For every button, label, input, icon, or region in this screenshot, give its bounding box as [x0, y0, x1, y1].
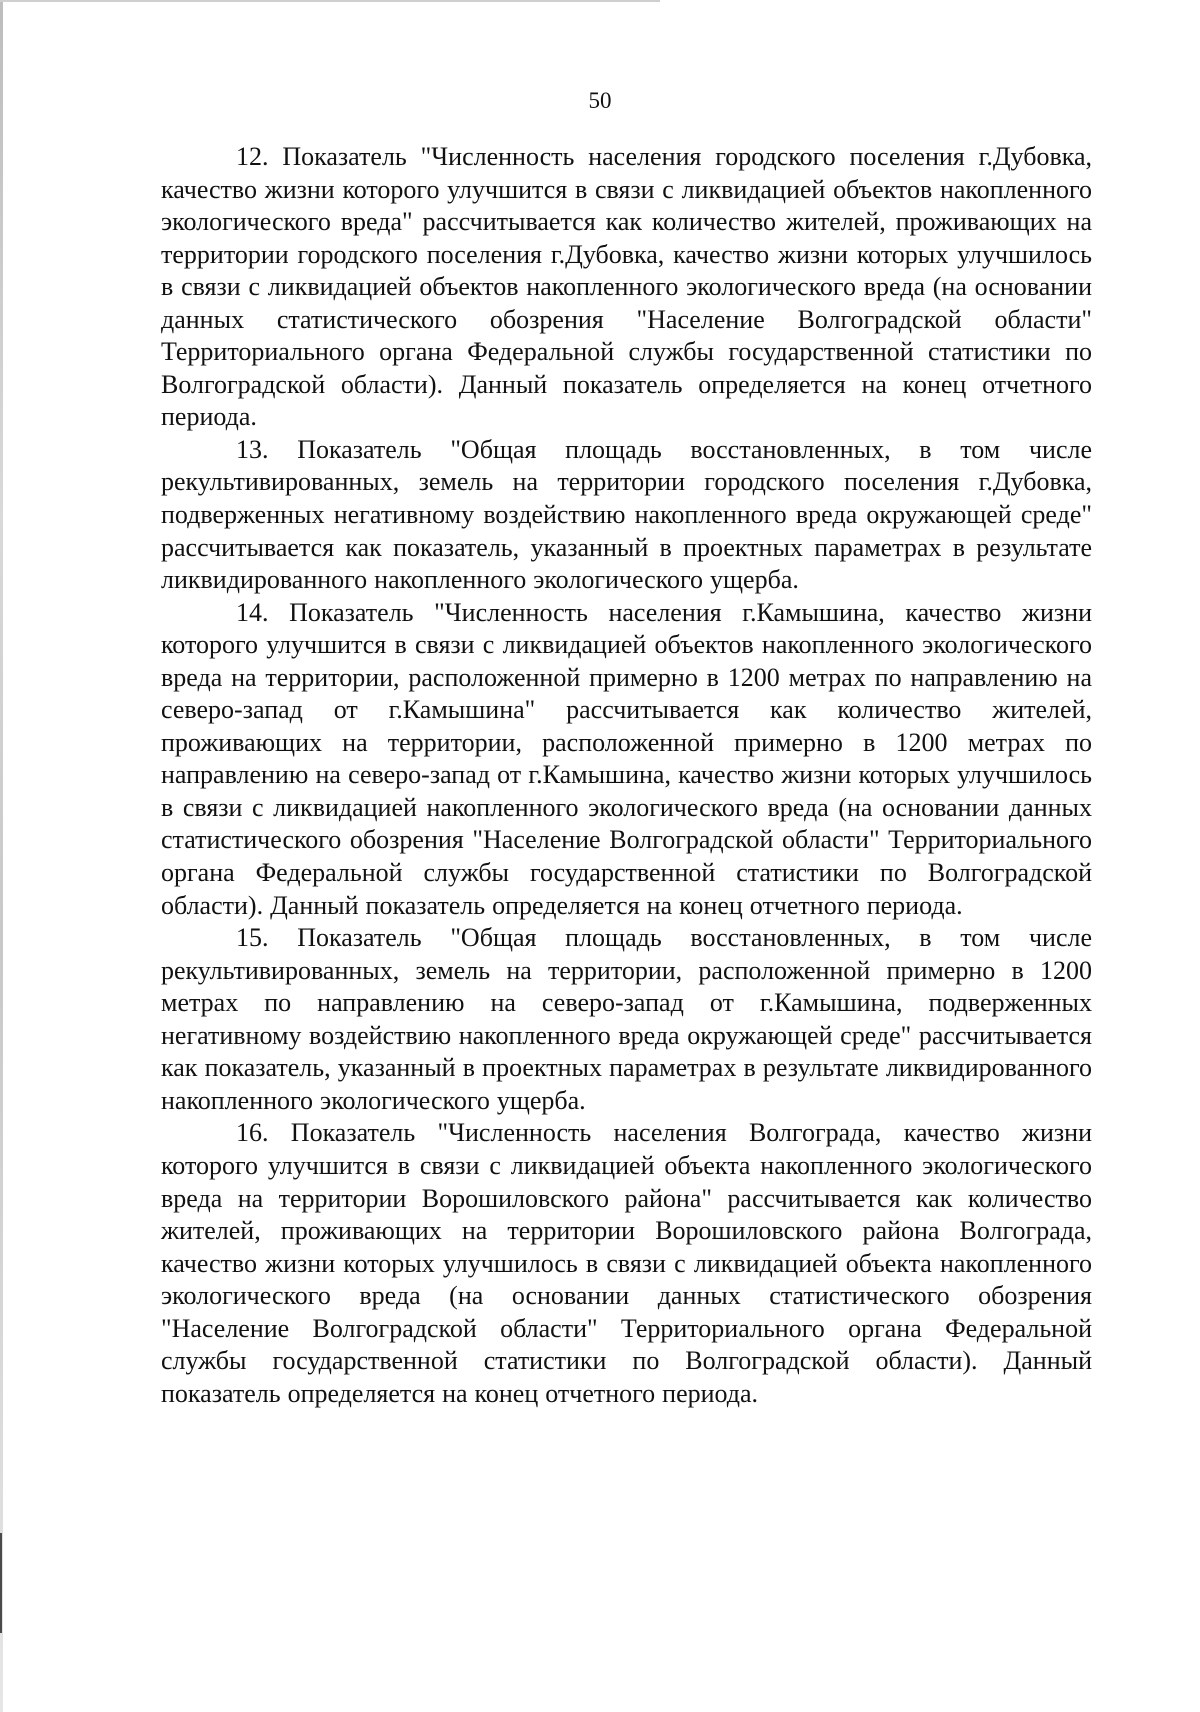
paragraph-15: 15. Показатель "Общая площадь восстановленных, в том числе рекультивированных, земель на территории, расположенной примерно в 1200 метрах по направлению на северо-запад от г.Камышина, подверженных негативному воздействию накопленного вреда окружающей среде" рассчитывается как показатель, указанный в проектных параметрах в результате ликвидированного накопленного экологического ущерба.: [161, 923, 1092, 1115]
paragraph-12: 12. Показатель "Численность населения городского поселения г.Дубовка, качество жизни которого улучшится в связи с ликвидацией объектов накопленного экологического вреда" рассчитывается как количество жителей, проживающих на территории городского поселения г.Дубовка, качество жизни которых улучшилось в связи с ликвидацией объектов накопленного экологического вреда (на основании данных статистического обозрения "Население Волгоградской области" Территориального органа Федеральной службы государственной статистики по Волгоградской области). Данный показатель определяется на конец отчетного периода.: [161, 142, 1092, 432]
scan-left-edge: [0, 0, 3, 1712]
page-number: 50: [588, 88, 612, 113]
scan-top-edge: [0, 0, 660, 2]
paragraph-13: 13. Показатель "Общая площадь восстановленных, в том числе рекультивированных, земель на территории городского поселения г.Дубовка, подверженных негативному воздействию накопленного вреда окружающей среде" рассчитывается как показатель, указанный в проектных параметрах в результате ликвидированного накопленного экологического ущерба.: [161, 434, 1092, 595]
scan-margin-mark: [0, 1533, 2, 1633]
paragraph-14: 14. Показатель "Численность населения г.Камышина, качество жизни которого улучшится в связи с ликвидацией объектов накопленного экологического вреда на территории, расположенной примерно в 1200 метрах по направлению на северо-запад от г.Камышина" рассчитывается как количество жителей, проживающих на территории, расположенной примерно в 1200 метрах по направлению на северо-запад от г.Камышина, качество жизни которых улучшилось в связи с ликвидацией накопленного экологического вреда (на основании данных статистического обозрения "Население Волгоградской области" Территориального органа Федеральной службы государственной статистики по Волгоградской области). Данный показатель определяется на конец отчетного периода.: [161, 597, 1092, 920]
paragraph-16: 16. Показатель "Численность населения Волгограда, качество жизни которого улучшится в связи с ликвидацией объекта накопленного экологического вреда на территории Ворошиловского района" рассчитывается как количество жителей, проживающих на территории Ворошиловского района Волгограда, качество жизни которых улучшилось в связи с ликвидацией объекта накопленного экологического вреда (на основании данных статистического обозрения "Население Волгоградской области" Территориального органа Федеральной службы государственной статистики по Волгоградской области). Данный показатель определяется на конец отчетного периода.: [161, 1118, 1092, 1408]
document-body: [161, 141, 1092, 1410]
